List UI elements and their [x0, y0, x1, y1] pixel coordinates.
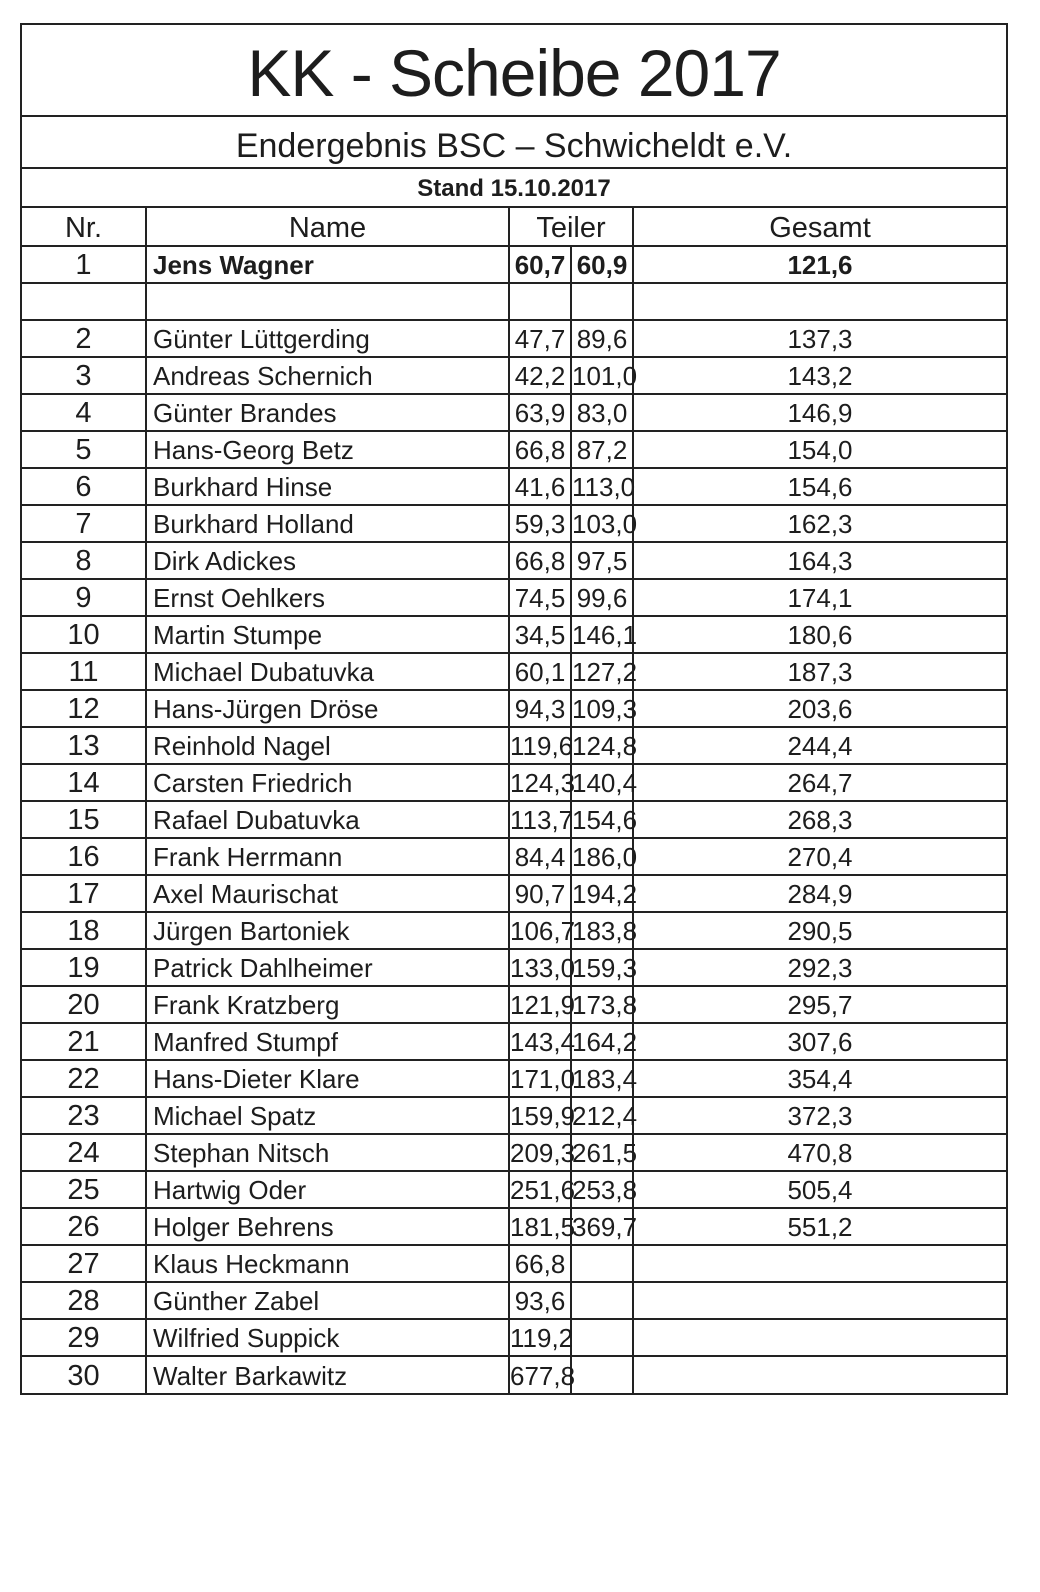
row-nr: 19: [22, 949, 146, 986]
table-row: [22, 1282, 1006, 1319]
row-nr: 16: [22, 838, 146, 875]
row-name: Günter Lüttgerding: [146, 320, 509, 357]
winner-gesamt: 121,6: [633, 246, 1006, 283]
row-name: Dirk Adickes: [146, 542, 509, 579]
row-gesamt: 244,4: [633, 727, 1006, 764]
row-nr: 2: [22, 320, 146, 357]
row-teiler-1: 59,3: [509, 505, 571, 542]
row-gesamt: 203,6: [633, 690, 1006, 727]
table-row: [22, 949, 1006, 986]
row-teiler-1: 93,6: [509, 1282, 571, 1319]
row-name: Ernst Oehlkers: [146, 579, 509, 616]
row-teiler-1: 66,8: [509, 431, 571, 468]
results-sheet: [20, 23, 1008, 1395]
row-teiler-1: 133,0: [509, 949, 571, 986]
row-teiler-2: 99,6: [571, 579, 633, 616]
row-nr: 30: [22, 1356, 146, 1393]
row-name: Reinhold Nagel: [146, 727, 509, 764]
row-teiler-2: [571, 1282, 633, 1319]
row-gesamt: [633, 1319, 1006, 1356]
row-gesamt: [633, 1245, 1006, 1282]
row-teiler-1: 84,4: [509, 838, 571, 875]
table-row: [22, 764, 1006, 801]
table-row: [22, 1319, 1006, 1356]
row-nr: 5: [22, 431, 146, 468]
winner-name: Jens Wagner: [146, 246, 509, 283]
row-gesamt: 505,4: [633, 1171, 1006, 1208]
table-row: [22, 431, 1006, 468]
row-gesamt: 137,3: [633, 320, 1006, 357]
row-teiler-2: 183,4: [571, 1060, 633, 1097]
row-name: Frank Herrmann: [146, 838, 509, 875]
spacer-cell: [509, 283, 571, 320]
table-row: [22, 542, 1006, 579]
table-row: [22, 357, 1006, 394]
row-name: Klaus Heckmann: [146, 1245, 509, 1282]
spacer-cell: [633, 283, 1006, 320]
row-teiler-1: 42,2: [509, 357, 571, 394]
table-row: [22, 1134, 1006, 1171]
winner-teiler-2: 60,9: [571, 246, 633, 283]
row-teiler-2: 127,2: [571, 653, 633, 690]
row-teiler-2: 173,8: [571, 986, 633, 1023]
row-nr: 4: [22, 394, 146, 431]
table-header-row: [22, 208, 1006, 246]
table-row: [22, 1245, 1006, 1282]
row-gesamt: 295,7: [633, 986, 1006, 1023]
row-name: Burkhard Holland: [146, 505, 509, 542]
row-teiler-2: 159,3: [571, 949, 633, 986]
row-nr: 7: [22, 505, 146, 542]
row-name: Hans-Jürgen Dröse: [146, 690, 509, 727]
table-row: [22, 579, 1006, 616]
row-nr: 26: [22, 1208, 146, 1245]
winner-teiler-1: 60,7: [509, 246, 571, 283]
row-name: Rafael Dubatuvka: [146, 801, 509, 838]
row-name: Martin Stumpe: [146, 616, 509, 653]
row-nr: 18: [22, 912, 146, 949]
row-gesamt: 180,6: [633, 616, 1006, 653]
table-row: [22, 912, 1006, 949]
row-nr: 9: [22, 579, 146, 616]
row-gesamt: 270,4: [633, 838, 1006, 875]
row-name: Hans-Georg Betz: [146, 431, 509, 468]
row-teiler-2: 183,8: [571, 912, 633, 949]
row-gesamt: 143,2: [633, 357, 1006, 394]
row-name: Axel Maurischat: [146, 875, 509, 912]
row-teiler-1: 119,2: [509, 1319, 571, 1356]
winner-row: [22, 246, 1006, 283]
row-teiler-2: 154,6: [571, 801, 633, 838]
table-row: [22, 616, 1006, 653]
row-teiler-2: [571, 1356, 633, 1393]
row-teiler-2: 87,2: [571, 431, 633, 468]
row-teiler-1: 143,4: [509, 1023, 571, 1060]
row-teiler-2: 124,8: [571, 727, 633, 764]
row-teiler-2: 146,1: [571, 616, 633, 653]
table-row: [22, 1208, 1006, 1245]
row-teiler-2: 164,2: [571, 1023, 633, 1060]
row-nr: 14: [22, 764, 146, 801]
row-teiler-2: 369,7: [571, 1208, 633, 1245]
row-gesamt: [633, 1282, 1006, 1319]
table-row: [22, 1171, 1006, 1208]
table-row: [22, 320, 1006, 357]
winner-nr: 1: [22, 246, 146, 283]
row-gesamt: 354,4: [633, 1060, 1006, 1097]
row-name: Carsten Friedrich: [146, 764, 509, 801]
row-nr: 10: [22, 616, 146, 653]
row-nr: 28: [22, 1282, 146, 1319]
row-gesamt: 264,7: [633, 764, 1006, 801]
header-name: Name: [146, 208, 509, 246]
row-name: Frank Kratzberg: [146, 986, 509, 1023]
row-teiler-2: 103,0: [571, 505, 633, 542]
row-gesamt: 187,3: [633, 653, 1006, 690]
row-gesamt: 268,3: [633, 801, 1006, 838]
row-teiler-1: 34,5: [509, 616, 571, 653]
row-gesamt: 307,6: [633, 1023, 1006, 1060]
row-name: Michael Spatz: [146, 1097, 509, 1134]
spacer-cell: [146, 283, 509, 320]
row-gesamt: 174,1: [633, 579, 1006, 616]
row-name: Wilfried Suppick: [146, 1319, 509, 1356]
row-teiler-1: 66,8: [509, 542, 571, 579]
row-nr: 17: [22, 875, 146, 912]
row-gesamt: 551,2: [633, 1208, 1006, 1245]
row-gesamt: 154,0: [633, 431, 1006, 468]
page-title: KK - Scheibe 2017: [22, 25, 1006, 117]
row-nr: 13: [22, 727, 146, 764]
row-teiler-1: 106,7: [509, 912, 571, 949]
table-row: [22, 838, 1006, 875]
row-name: Günther Zabel: [146, 1282, 509, 1319]
table-row: [22, 1356, 1006, 1393]
row-gesamt: [633, 1356, 1006, 1393]
row-gesamt: 372,3: [633, 1097, 1006, 1134]
row-nr: 22: [22, 1060, 146, 1097]
row-teiler-1: 119,6: [509, 727, 571, 764]
row-name: Stephan Nitsch: [146, 1134, 509, 1171]
row-teiler-2: 101,0: [571, 357, 633, 394]
status-date: Stand 15.10.2017: [22, 169, 1006, 208]
table-row: [22, 1097, 1006, 1134]
row-teiler-1: 94,3: [509, 690, 571, 727]
row-name: Günter Brandes: [146, 394, 509, 431]
row-nr: 27: [22, 1245, 146, 1282]
row-teiler-1: 124,3: [509, 764, 571, 801]
row-nr: 21: [22, 1023, 146, 1060]
table-row: [22, 690, 1006, 727]
row-teiler-2: [571, 1245, 633, 1282]
row-name: Jürgen Bartoniek: [146, 912, 509, 949]
table-row: [22, 468, 1006, 505]
row-name: Hartwig Oder: [146, 1171, 509, 1208]
row-teiler-2: 113,0: [571, 468, 633, 505]
row-name: Andreas Schernich: [146, 357, 509, 394]
header-gesamt: Gesamt: [633, 208, 1006, 246]
row-nr: 12: [22, 690, 146, 727]
row-nr: 20: [22, 986, 146, 1023]
row-teiler-2: 194,2: [571, 875, 633, 912]
row-name: Burkhard Hinse: [146, 468, 509, 505]
row-gesamt: 470,8: [633, 1134, 1006, 1171]
row-nr: 6: [22, 468, 146, 505]
results-table: [22, 208, 1006, 1393]
row-nr: 15: [22, 801, 146, 838]
row-teiler-1: 47,7: [509, 320, 571, 357]
spacer-cell: [22, 283, 146, 320]
table-row: [22, 394, 1006, 431]
row-nr: 29: [22, 1319, 146, 1356]
row-teiler-1: 677,8: [509, 1356, 571, 1393]
row-name: Walter Barkawitz: [146, 1356, 509, 1393]
row-gesamt: 162,3: [633, 505, 1006, 542]
row-nr: 25: [22, 1171, 146, 1208]
row-gesamt: 292,3: [633, 949, 1006, 986]
header-teiler: Teiler: [509, 208, 633, 246]
table-row: [22, 727, 1006, 764]
row-teiler-1: 181,5: [509, 1208, 571, 1245]
row-teiler-2: [571, 1319, 633, 1356]
row-nr: 8: [22, 542, 146, 579]
row-teiler-2: 261,5: [571, 1134, 633, 1171]
row-name: Holger Behrens: [146, 1208, 509, 1245]
row-teiler-1: 171,0: [509, 1060, 571, 1097]
page-subtitle: Endergebnis BSC – Schwicheldt e.V.: [22, 117, 1006, 169]
row-teiler-2: 83,0: [571, 394, 633, 431]
row-teiler-1: 66,8: [509, 1245, 571, 1282]
row-gesamt: 154,6: [633, 468, 1006, 505]
row-name: Hans-Dieter Klare: [146, 1060, 509, 1097]
row-nr: 3: [22, 357, 146, 394]
row-teiler-1: 121,9: [509, 986, 571, 1023]
row-teiler-1: 60,1: [509, 653, 571, 690]
row-gesamt: 290,5: [633, 912, 1006, 949]
row-nr: 24: [22, 1134, 146, 1171]
row-teiler-1: 209,3: [509, 1134, 571, 1171]
table-row: [22, 875, 1006, 912]
row-teiler-1: 74,5: [509, 579, 571, 616]
row-teiler-1: 113,7: [509, 801, 571, 838]
table-row: [22, 505, 1006, 542]
spacer-cell: [571, 283, 633, 320]
row-gesamt: 146,9: [633, 394, 1006, 431]
row-teiler-1: 63,9: [509, 394, 571, 431]
row-teiler-2: 253,8: [571, 1171, 633, 1208]
row-teiler-1: 251,6: [509, 1171, 571, 1208]
row-teiler-2: 186,0: [571, 838, 633, 875]
header-nr: Nr.: [22, 208, 146, 246]
row-gesamt: 284,9: [633, 875, 1006, 912]
row-teiler-2: 140,4: [571, 764, 633, 801]
table-row: [22, 801, 1006, 838]
row-teiler-1: 90,7: [509, 875, 571, 912]
row-teiler-2: 97,5: [571, 542, 633, 579]
table-row: [22, 1060, 1006, 1097]
row-name: Manfred Stumpf: [146, 1023, 509, 1060]
row-name: Patrick Dahlheimer: [146, 949, 509, 986]
table-row: [22, 653, 1006, 690]
row-teiler-2: 109,3: [571, 690, 633, 727]
table-row: [22, 986, 1006, 1023]
spacer-row: [22, 283, 1006, 320]
row-name: Michael Dubatuvka: [146, 653, 509, 690]
row-teiler-1: 41,6: [509, 468, 571, 505]
row-gesamt: 164,3: [633, 542, 1006, 579]
row-teiler-2: 89,6: [571, 320, 633, 357]
row-teiler-2: 212,4: [571, 1097, 633, 1134]
table-row: [22, 1023, 1006, 1060]
row-teiler-1: 159,9: [509, 1097, 571, 1134]
row-nr: 11: [22, 653, 146, 690]
row-nr: 23: [22, 1097, 146, 1134]
